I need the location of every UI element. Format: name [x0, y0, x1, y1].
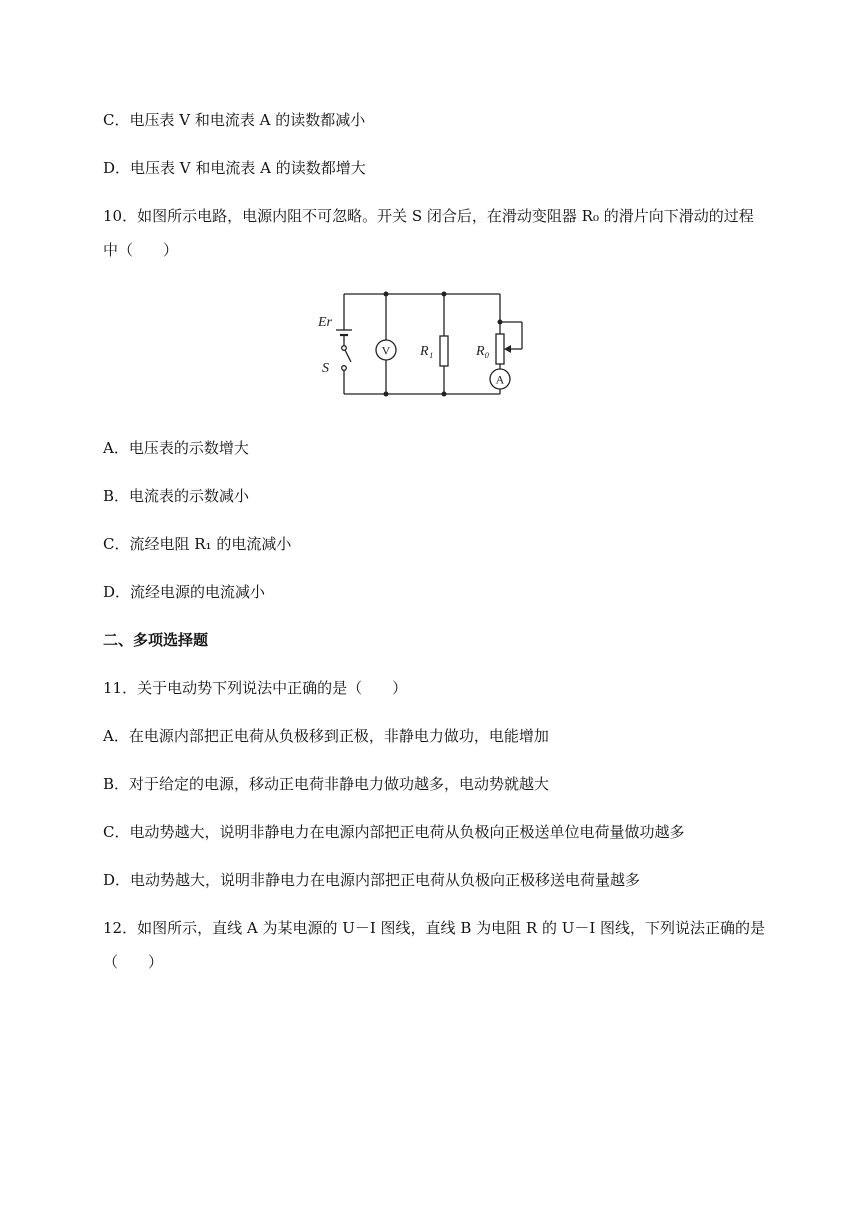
resistor-r1 — [440, 336, 448, 366]
label-er: Er — [318, 315, 332, 330]
q11-option-d: D．电动势越大，说明非静电力在电源内部把正电荷从负极向正极移送电荷量越多 — [103, 871, 641, 889]
q10-option-c: C．流经电阻 R₁ 的电流减小 — [103, 535, 292, 553]
section-title-multiple-choice: 二、多项选择题 — [103, 631, 209, 649]
q11-stem: 11．关于电动势下列说法中正确的是（ ） — [103, 679, 408, 697]
q11-option-c: C．电动势越大，说明非静电力在电源内部把正电荷从负极向正极送单位电荷量做功越多 — [103, 823, 685, 841]
label-a: A — [495, 372, 505, 387]
slider-arrow — [504, 345, 511, 353]
q10-option-b: B．电流表的示数减小 — [103, 487, 250, 505]
switch-blade — [345, 350, 351, 362]
q10-stem-line2: 中（ ） — [103, 241, 179, 259]
q10-option-d: D．流经电源的电流减小 — [103, 583, 266, 601]
circuit-diagram — [312, 286, 532, 404]
q9-option-d: D．电压表 V 和电流表 A 的读数都增大 — [103, 159, 366, 177]
label-r0: R₀ — [476, 344, 490, 359]
q11-option-a: A．在电源内部把正电荷从负极移到正极，非静电力做功，电能增加 — [103, 727, 549, 745]
q11-option-b: B．对于给定的电源，移动正电荷非静电力做功越多，电动势就越大 — [103, 775, 550, 793]
q12-stem-line1: 12．如图所示，直线 A 为某电源的 U－I 图线，直线 B 为电阻 R 的 U－I 图线，下列说法正确的是 — [103, 919, 766, 937]
q12-stem-line2: （ ） — [103, 953, 164, 971]
rheostat-r0 — [496, 334, 504, 364]
label-r1: R₁ — [420, 344, 434, 359]
q9-option-c: C．电压表 V 和电流表 A 的读数都减小 — [103, 111, 366, 129]
q10-option-a: A．电压表的示数增大 — [103, 439, 249, 457]
q10-stem-line1: 10．如图所示电路，电源内阻不可忽略。开关 S 闭合后，在滑动变阻器 R₀ 的滑片向下滑动的过程 — [103, 207, 754, 225]
label-s: S — [322, 361, 329, 376]
label-v: V — [381, 343, 391, 358]
